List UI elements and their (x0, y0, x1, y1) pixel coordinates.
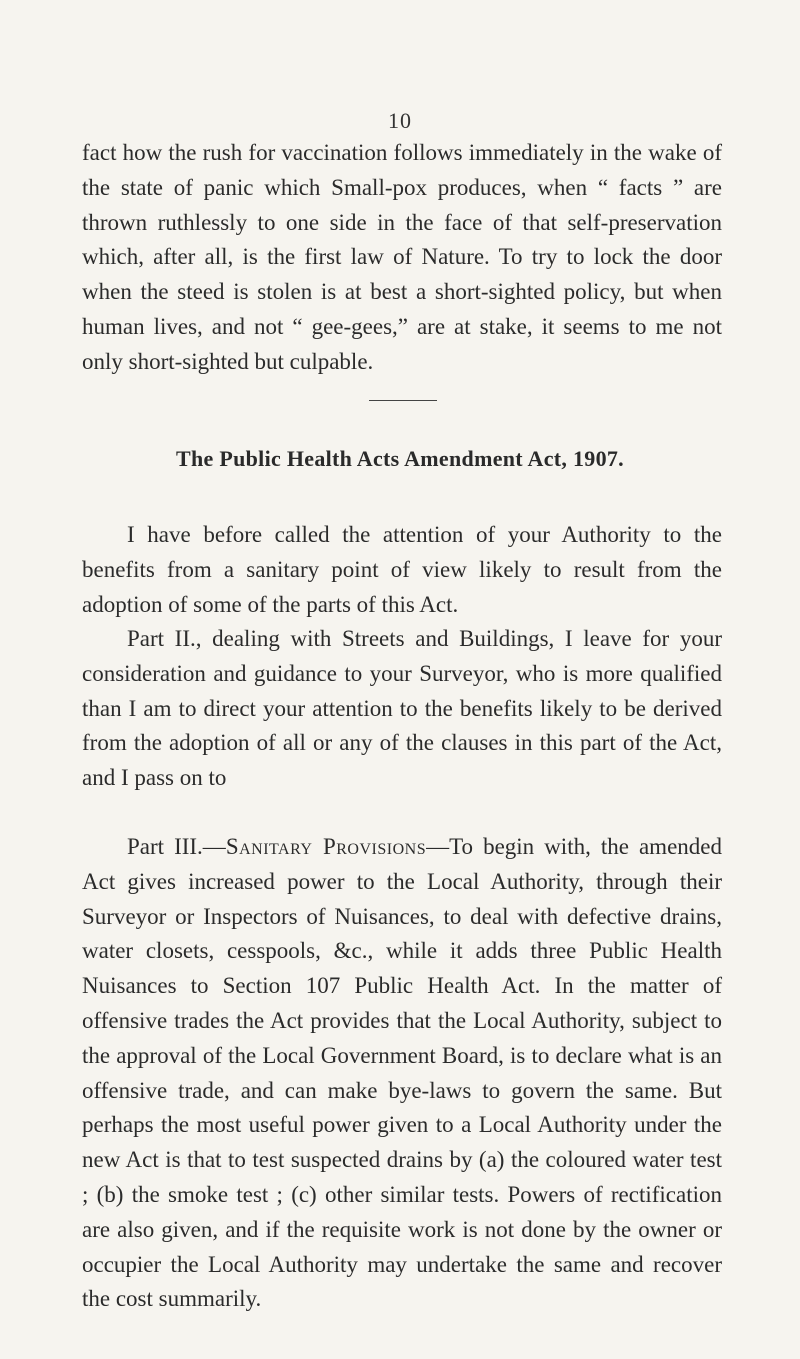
part-three-body: —To begin with, the amended Act gives increased power to the Local Authority, through their Surveyor or Inspectors of Nuisances, to deal with defective drains, water closets, cesspools, &c., while it adds three Public Health Nuisances to Section 107 Public Health Act. In the matter of offensive trades the Act provides that the Local Authority, subject to the approval of the Local Government Board, is to declare what is an offensive trade, and can make bye-laws to govern the same. But perhaps the most useful power given to a Local Authority under the new Act is that to test suspected drains by (a) the coloured water test ; (b) the smoke test ; (c) other similar tests. Powers of rectification are also given, and if the requisite work is not done by the owner or occupier the Local Authority may undertake the same and recover the cost summarily. (82, 834, 722, 1312)
paragraph-vaccination-panic: fact how the rush for vaccination follows immediately in the wake of the state of panic which Small-pox produces, when “ facts ” are thrown ruthlessly to one side in the face of that self-preservation which, after all, is the first law of Nature. To try to lock the door when the steed is stolen is at best a short-sighted policy, but when human lives, and not “ gee-gees,” are at stake, it seems to me not only short-sighted but culpable. (82, 140, 722, 374)
part-three-lead: Part III.— (127, 834, 226, 859)
section-heading: The Public Health Acts Amendment Act, 1907. (175, 446, 624, 471)
paragraph-part-two: Part II., dealing with Streets and Buildings, I leave for your consideration and guidance to your Surveyor, who is more qualified than I am to direct your attention to the benefits likely to be derived from the adoption of all or any of the clauses in this part of the Act, and I pass on to (82, 626, 722, 791)
sanitary-provisions-title: Sanitary Provisions (225, 834, 427, 859)
section-divider (369, 400, 437, 401)
page-number: 10 (388, 108, 412, 133)
paragraph-authority-attention: I have before called the attention of your Authority to the benefits from a sanitary point of view likely to result from the adoption of some of the parts of this Act. (82, 522, 722, 617)
paragraph-part-three (82, 830, 722, 1317)
